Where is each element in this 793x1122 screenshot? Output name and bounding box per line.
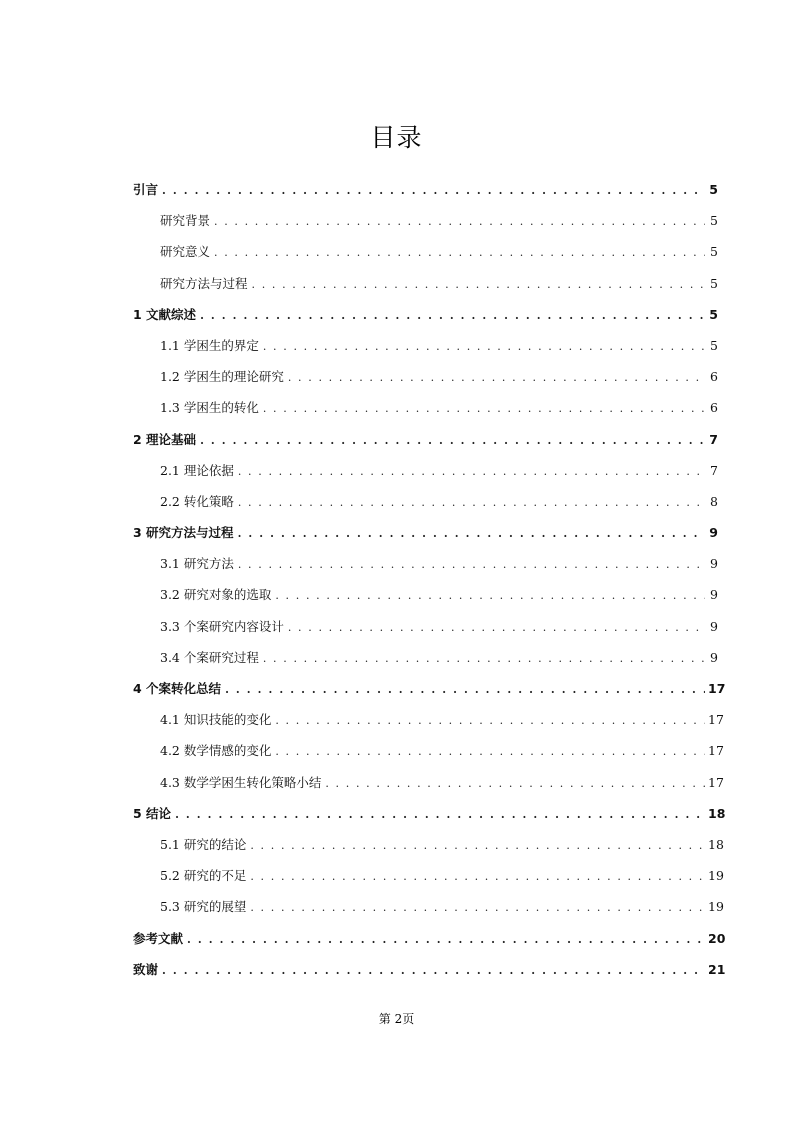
toc-entry-label: 2.1 理论依据 — [160, 462, 234, 478]
toc-entry[interactable] — [133, 523, 718, 554]
toc-entry-page-number: 17 — [708, 712, 724, 728]
toc-dot-leader — [175, 808, 705, 821]
toc-dot-leader — [238, 496, 705, 509]
toc-dot-leader — [275, 745, 705, 758]
toc-dot-leader — [225, 683, 705, 696]
toc-entry-page-number: 17 — [708, 681, 726, 696]
toc-dot-leader — [250, 901, 705, 914]
toc-entry-page-number: 6 — [710, 400, 718, 416]
toc-entry[interactable] — [133, 710, 724, 741]
table-of-contents — [133, 180, 726, 991]
toc-entry-page-number: 18 — [708, 805, 726, 821]
toc-entry-label: 4.3 数学学困生转化策略小结 — [160, 774, 322, 790]
toc-entry-page-number: 8 — [710, 493, 718, 509]
toc-entry-label: 致谢 — [133, 961, 159, 977]
toc-entry-page-number: 5 — [709, 306, 718, 322]
toc-entry-label: 1 文献综述 — [133, 306, 197, 322]
toc-entry-label: 研究方法与过程 — [160, 275, 248, 291]
toc-entry[interactable] — [133, 367, 718, 398]
toc-entry-label: 5.3 研究的展望 — [160, 899, 247, 915]
toc-entry-page-number: 5 — [709, 182, 718, 197]
toc-entry-page-number: 20 — [708, 930, 726, 946]
toc-dot-leader — [263, 402, 705, 415]
toc-dot-leader — [252, 278, 705, 291]
page-number-footer: 第 2页 — [378, 1012, 415, 1026]
toc-dot-leader — [288, 621, 705, 634]
toc-entry[interactable] — [133, 274, 718, 305]
toc-entry[interactable] — [133, 554, 718, 585]
toc-entry-label: 4.1 知识技能的变化 — [160, 712, 272, 728]
toc-entry-label: 1.1 学困生的界定 — [160, 337, 259, 353]
toc-dot-leader — [162, 964, 705, 977]
toc-entry-label: 参考文献 — [133, 930, 184, 946]
toc-entry[interactable] — [133, 180, 718, 211]
toc-entry-page-number: 17 — [708, 774, 724, 790]
toc-entry-label: 1.3 学困生的转化 — [160, 400, 259, 416]
toc-entry-page-number: 5 — [710, 337, 718, 353]
toc-entry[interactable] — [133, 430, 718, 461]
toc-entry-label: 3 研究方法与过程 — [133, 525, 234, 541]
toc-entry[interactable] — [133, 835, 724, 866]
toc-entry[interactable] — [133, 398, 718, 429]
toc-dot-leader — [275, 589, 705, 602]
toc-entry[interactable] — [133, 648, 718, 679]
toc-entry[interactable] — [133, 461, 718, 492]
toc-dot-leader — [238, 465, 705, 478]
toc-dot-leader — [263, 652, 705, 665]
toc-entry-label: 3.1 研究方法 — [160, 556, 234, 572]
toc-dot-leader — [325, 777, 705, 790]
toc-entry-page-number: 5 — [710, 244, 718, 260]
toc-entry-page-number: 6 — [710, 369, 718, 385]
toc-entry-label: 2 理论基础 — [133, 431, 197, 447]
toc-entry[interactable] — [133, 336, 718, 367]
toc-entry-label: 4 个案转化总结 — [133, 681, 222, 696]
toc-entry[interactable] — [133, 866, 724, 897]
toc-entry[interactable] — [133, 242, 718, 273]
toc-entry-label: 引言 — [133, 182, 159, 197]
toc-entry[interactable] — [133, 492, 718, 523]
toc-entry-label: 5.2 研究的不足 — [160, 868, 247, 884]
toc-entry-label: 4.2 数学情感的变化 — [160, 743, 272, 759]
toc-entry[interactable] — [133, 305, 718, 336]
toc-entry-page-number: 17 — [708, 743, 724, 759]
toc-entry-page-number: 9 — [710, 618, 718, 634]
toc-entry-page-number: 21 — [708, 961, 726, 977]
toc-entry-label: 5.1 研究的结论 — [160, 836, 247, 852]
toc-dot-leader — [214, 246, 705, 259]
toc-entry[interactable] — [133, 773, 724, 804]
toc-entry-label: 2.2 转化策略 — [160, 493, 234, 509]
toc-entry[interactable] — [133, 617, 718, 648]
toc-entry-label: 研究意义 — [160, 244, 211, 260]
toc-entry[interactable] — [133, 679, 726, 710]
toc-entry-page-number: 5 — [710, 275, 718, 291]
toc-entry[interactable] — [133, 897, 724, 928]
toc-entry-page-number: 19 — [708, 868, 724, 884]
toc-entry[interactable] — [133, 960, 726, 991]
toc-entry-page-number: 18 — [708, 836, 724, 852]
toc-dot-leader — [250, 839, 705, 852]
toc-entry-label: 研究背景 — [160, 213, 211, 229]
toc-entry-page-number: 7 — [710, 462, 718, 478]
toc-entry[interactable] — [133, 929, 726, 960]
toc-entry-page-number: 9 — [710, 556, 718, 572]
toc-entry-page-number: 5 — [710, 213, 718, 229]
toc-dot-leader — [263, 340, 705, 353]
toc-dot-leader — [200, 434, 705, 447]
toc-dot-leader — [187, 933, 705, 946]
toc-entry-page-number: 9 — [710, 587, 718, 603]
toc-entry[interactable] — [133, 804, 726, 835]
page-title: 目录 — [370, 123, 423, 152]
toc-entry-page-number: 7 — [709, 431, 718, 447]
toc-dot-leader — [288, 371, 705, 384]
toc-entry-label: 1.2 学困生的理论研究 — [160, 369, 284, 385]
toc-entry[interactable] — [133, 741, 724, 772]
toc-entry-page-number: 19 — [708, 899, 724, 915]
toc-entry-label: 3.3 个案研究内容设计 — [160, 618, 284, 634]
toc-entry[interactable] — [133, 211, 718, 242]
toc-dot-leader — [200, 309, 705, 322]
toc-entry-label: 3.4 个案研究过程 — [160, 649, 259, 665]
toc-entry-label: 5 结论 — [133, 805, 172, 821]
toc-entry[interactable] — [133, 585, 718, 616]
toc-entry-page-number: 9 — [709, 525, 718, 541]
toc-dot-leader — [238, 558, 705, 571]
toc-dot-leader — [250, 870, 705, 883]
toc-dot-leader — [162, 184, 705, 197]
toc-entry-label: 3.2 研究对象的选取 — [160, 587, 272, 603]
toc-entry-page-number: 9 — [710, 649, 718, 665]
toc-dot-leader — [238, 527, 705, 540]
toc-dot-leader — [214, 215, 705, 228]
toc-dot-leader — [275, 714, 705, 727]
